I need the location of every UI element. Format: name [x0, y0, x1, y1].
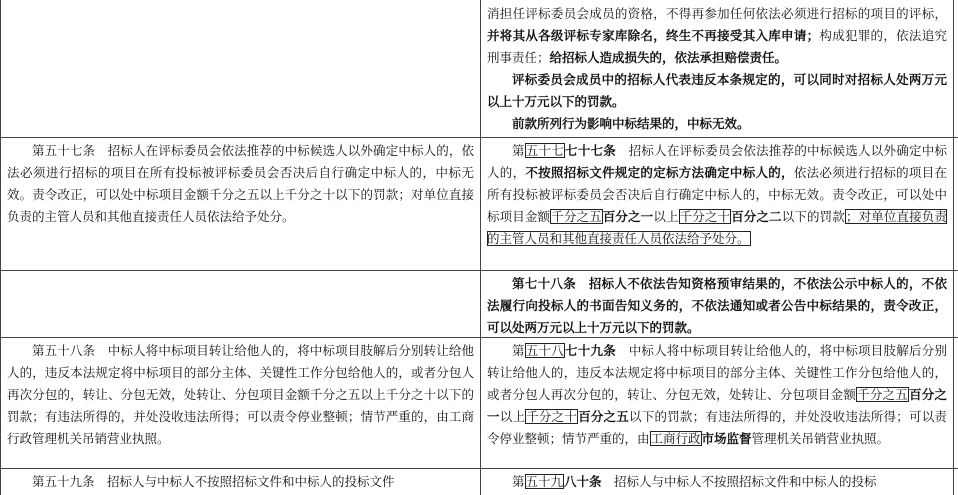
column-divider	[953, 0, 954, 495]
added-text: 前款所列行为影响中标结果的，中标无效。	[512, 116, 750, 131]
added-text: 七十九条	[564, 343, 616, 358]
paragraph	[7, 471, 474, 493]
right-cell-row-3	[481, 271, 953, 337]
text-run: 构成犯罪的，依法追究刑事责任；	[487, 28, 947, 65]
deleted-text: 千分之五	[857, 387, 909, 402]
text-run: 中标人将中标项目转让给他人的，将中标项目肢解后分别转让给他人的，违反本法规定将中标项目的部分主体、关键性工作分包给他人的，或者分包人再次分包的，转让、分包无效，处转让、分包项目金额	[487, 343, 947, 402]
paragraph	[7, 340, 474, 450]
added-text: 百分之五	[578, 409, 629, 424]
deleted-text: 五十八	[525, 343, 564, 358]
text-run: 第五十七条 招标人在评标委员会依法推荐的中标候选人以外确定中标人的，依法必须进行招标的项目在所有投标被评标委员会否决后自行确定中标人的，中标无效。责令改正，可以处中标项目金额千分之五以上千分之十以下的罚款；对单位直接负责的主管人员和其他直接责任人员依法给予处分。	[7, 143, 474, 224]
right-cell-row-5	[481, 469, 953, 495]
added-text: 不按照招标文件规定的定标方法确定中标人的，	[525, 165, 794, 180]
added-text: 百分之二	[731, 209, 782, 224]
paragraph	[487, 471, 947, 493]
right-cell-row-1	[481, 1, 953, 137]
added-text: 市场监督	[701, 431, 752, 446]
added-text: 评标委员会成员中的招标人代表违反本条规定的，可以同时对招标人处两万元以上十万元以下的罚款。	[487, 72, 947, 109]
paragraph	[487, 340, 947, 450]
deleted-text: ；对单位直接负责的主管人员和其他直接责任人员依法给予处分。	[487, 209, 947, 246]
added-text: 百分之一	[602, 209, 654, 224]
text-run: 第五十九条 招标人与中标人不按照招标文件和中标人的投标文件	[32, 474, 395, 489]
text-run: 第	[512, 143, 525, 158]
left-cell-row-5	[1, 469, 480, 495]
right-cell-row-4	[481, 338, 953, 468]
text-run: 管理机关吊销营业执照。	[751, 431, 890, 446]
added-text: 给招标人造成损失的，依法承担赔偿责任。	[549, 50, 788, 65]
paragraph	[487, 69, 947, 113]
right-cell-row-2	[481, 138, 953, 270]
text-run: 第	[512, 474, 525, 489]
text-run: 依法必须进行招标的项目在所有投标被评标委员会否决后自行确定中标人的，中标无效。责令改正，可以处中标项目金额	[487, 165, 947, 224]
text-run: 以上	[499, 409, 526, 424]
deleted-text: 五十七	[525, 143, 564, 158]
text-run: 以下的罚款	[781, 209, 845, 224]
text-run: 以下的罚款；有违法所得的，并处没收违法所得；可以责令停业整顿；情节严重的，由	[487, 409, 947, 446]
left-cell-row-4	[1, 338, 480, 468]
added-text: 八十条	[564, 474, 602, 489]
paragraph	[7, 140, 474, 228]
text-run: 以上	[653, 209, 679, 224]
added-text: 第七十八条 招标人不依法告知资格预审结果的，不依法公示中标人的，不依法履行向投标人的书面告知义务的，不依法通知或者公告中标结果的，责令改正，可以处两万元以上十万元以下的罚款。	[487, 276, 947, 335]
deleted-text: 千分之十	[526, 409, 578, 424]
text-run: 消担任评标委员会成员的资格，不得再参加任何依法必须进行招标的项目的评标，	[487, 6, 947, 21]
paragraph	[487, 273, 947, 337]
added-text: 七十七条	[564, 143, 616, 158]
deleted-text: 千分之五	[551, 209, 602, 224]
text-run: 招标人与中标人不按照招标文件和中标人的投标	[601, 474, 877, 489]
left-cell-row-3	[1, 271, 480, 337]
paragraph	[487, 3, 947, 69]
text-run: 招标人在评标委员会依法推荐的中标候选人以外确定中标人的，	[487, 143, 947, 180]
deleted-text: 五十九	[525, 474, 564, 489]
text-run: 第五十八条 中标人将中标项目转让给他人的，将中标项目肢解后分别转让给他人的，违反本法规定将中标项目的部分主体、关键性工作分包给他人的，或者分包人再次分包的，转让、分包无效，处转让、分包项目金额千分之五以上千分之十以下的罚款；有违法所得的，并处没收违法所得；可以责令停业整顿；情节严重的，由工商行政管理机关吊销营业执照。	[7, 343, 474, 446]
text-run: 第	[512, 343, 525, 358]
paragraph	[487, 140, 947, 250]
left-cell-row-2	[1, 138, 480, 270]
deleted-text: 千分之十	[679, 209, 731, 224]
paragraph	[487, 113, 947, 135]
deleted-text: 工商行政	[650, 431, 701, 446]
added-text: 并将其从各级评标专家库除名，终生不再接受其入库申请；	[487, 28, 820, 43]
added-text: 百分之一	[487, 387, 947, 424]
left-cell-row-1	[1, 1, 480, 137]
